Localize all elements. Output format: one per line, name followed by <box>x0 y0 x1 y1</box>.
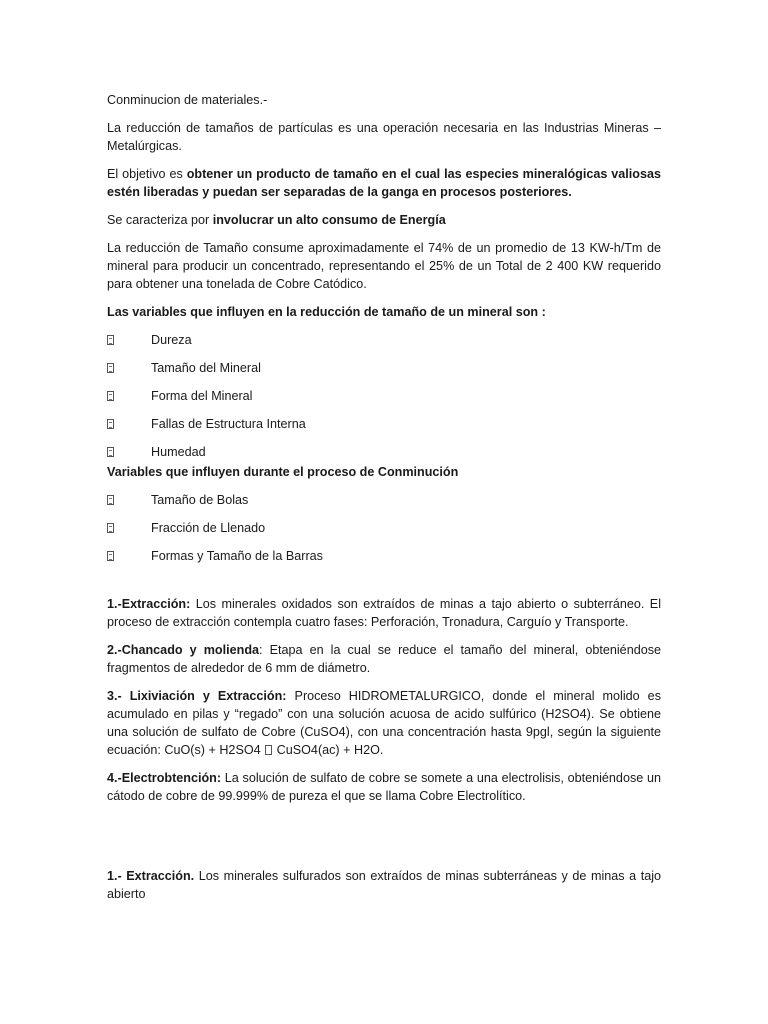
variables-list <box>107 331 661 461</box>
paragraph-objective <box>107 165 661 201</box>
spacer <box>107 575 661 595</box>
missing-glyph-icon <box>107 523 114 533</box>
list-item <box>107 491 661 509</box>
spacer <box>107 815 661 867</box>
document-title: Conminucion de materiales.- <box>107 93 268 107</box>
list-item <box>107 387 661 405</box>
list-item <box>107 519 661 537</box>
section-electrowinning-bold: 4.-Electrobtención: <box>107 771 222 785</box>
missing-glyph-icon <box>107 363 114 373</box>
list-item-label: Fracción de Llenado <box>151 521 266 535</box>
variables-heading <box>107 303 661 321</box>
paragraph-intro: La reducción de tamaños de partículas es una operación necesaria en las Industrias Mineras – Metalúrgicas. <box>107 121 661 153</box>
section-sulfide-extraction-bold: 1.- Extracción. <box>107 869 195 883</box>
section-leaching-bold: 3.- Lixiviación y Extracción: <box>107 689 287 703</box>
section-leaching <box>107 687 661 759</box>
list-item-label: Formas y Tamaño de la Barras <box>151 549 323 563</box>
list-item-label: Tamaño del Mineral <box>151 361 261 375</box>
objective-prefix: El objetivo es <box>107 167 187 181</box>
paragraph-energy: La reducción de Tamaño consume aproximadamente el 74% de un promedio de 13 KW-h/Tm de mineral para producir un concentrado, representando el 25% de un Total de 2 400 KW requerido para obtener una tonelada de Cobre Catódico. <box>107 241 661 291</box>
list-item-label: Tamaño de Bolas <box>151 493 249 507</box>
process-variables-heading <box>107 463 661 481</box>
list-item <box>107 359 661 377</box>
process-variables-heading-text: Variables que influyen durante el proceso de Conminución <box>107 465 459 479</box>
section-extraction <box>107 595 661 631</box>
missing-glyph-icon <box>265 745 272 755</box>
paragraph-characterized <box>107 211 661 229</box>
section-leaching-text: Proceso HIDROMETALURGICO, donde el mineral molido es acumulado en pilas y “regado” con una solución acuosa de acido sulfúrico (H2SO4). Se obtiene una solución de sulfato de Cobre (CuSO4), con una concentración hasta 9pgl, según la siguiente ecuación: CuO(s) + H2SO4 <box>107 689 661 757</box>
characterized-prefix: Se caracteriza por <box>107 213 213 227</box>
section-sulfide-extraction-text: Los minerales sulfurados son extraídos de minas subterráneas y de minas a tajo abierto <box>107 869 661 901</box>
list-item <box>107 415 661 433</box>
section-crushing-text: : Etapa en la cual se reduce el tamaño del mineral, obteniéndose fragmentos de alrededor de 6 mm de diámetro. <box>107 643 662 675</box>
missing-glyph-icon <box>107 335 114 345</box>
list-item <box>107 547 661 565</box>
section-extraction-bold: 1.-Extracción: <box>107 597 191 611</box>
list-item-label: Humedad <box>151 445 206 459</box>
list-item-label: Fallas de Estructura Interna <box>151 417 306 431</box>
section-extraction-text: Los minerales oxidados son extraídos de minas a tajo abierto o subterráneo. El proceso de extracción contempla cuatro fases: Perforación, Tronadura, Carguío y Transporte. <box>107 597 661 629</box>
section-crushing-bold: 2.-Chancado y molienda <box>107 643 260 657</box>
missing-glyph-icon <box>107 391 114 401</box>
process-variables-list <box>107 491 661 565</box>
characterized-bold: involucrar un alto consumo de Energía <box>212 213 446 227</box>
list-item <box>107 331 661 349</box>
list-item <box>107 443 661 461</box>
section-sulfide-extraction <box>107 867 661 903</box>
missing-glyph-icon <box>107 447 114 457</box>
list-item-label: Dureza <box>151 333 192 347</box>
missing-glyph-icon <box>107 419 114 429</box>
section-crushing <box>107 641 661 677</box>
variables-heading-text: Las variables que influyen en la reducción de tamaño de un mineral son : <box>107 305 546 319</box>
list-item-label: Forma del Mineral <box>151 389 253 403</box>
objective-bold: obtener un producto de tamaño en el cual las especies mineralógicas valiosas estén liberadas y puedan ser separadas de la ganga en procesos posteriores. <box>107 167 661 199</box>
section-electrowinning <box>107 769 661 805</box>
section-electrowinning-text: La solución de sulfato de cobre se somete a una electrolisis, obteniéndose un cátodo de cobre de 99.999% de pureza el que se llama Cobre Electrolítico. <box>107 771 661 803</box>
missing-glyph-icon <box>107 495 114 505</box>
section-leaching-tail: CuSO4(ac) + H2O. <box>273 743 384 757</box>
missing-glyph-icon <box>107 551 114 561</box>
